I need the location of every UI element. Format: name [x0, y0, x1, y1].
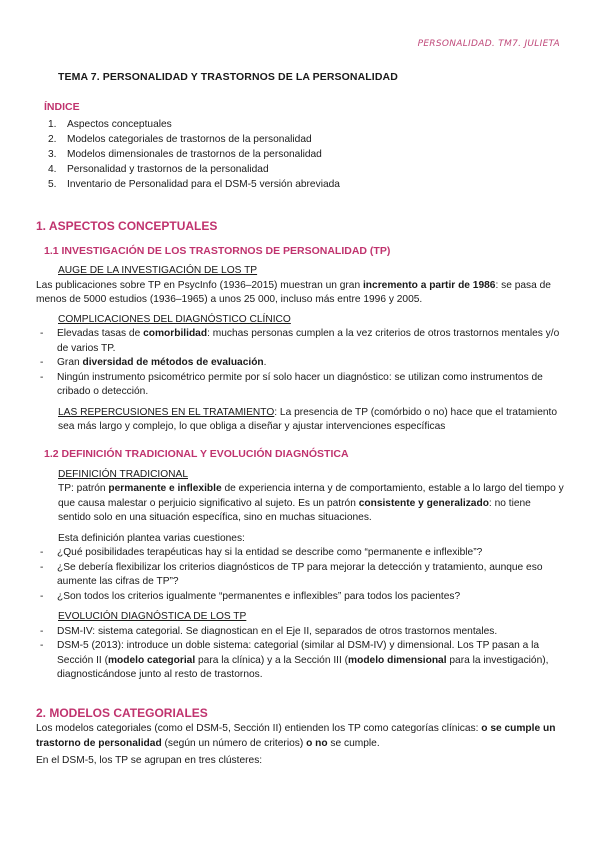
text-run: se cumple.: [327, 737, 380, 749]
index-item-number: 4.: [48, 164, 57, 176]
definition-paragraph: [58, 482, 566, 526]
list-item: [36, 639, 566, 683]
text-run: para la investigación), diagnosticándose junto al resto de trastornos.: [57, 654, 549, 681]
section-2-paragraph: [36, 722, 566, 751]
dash-bullet: -: [40, 328, 44, 340]
emphasis: consistente y generalizado: [358, 497, 489, 509]
list-item: [36, 356, 566, 371]
list-item-text: [57, 327, 566, 356]
list-item-text: [57, 356, 267, 371]
dash-bullet: -: [40, 561, 44, 573]
emphasis: modelo categorial: [107, 654, 196, 666]
definition-subheading: DEFINICIÓN TRADICIONAL: [58, 468, 188, 480]
index-item: [48, 177, 566, 192]
dash-bullet: -: [40, 625, 44, 637]
dash-bullet: -: [40, 547, 44, 559]
index-item: [48, 132, 566, 147]
section-1-1-heading: 1.1 INVESTIGACIÓN DE LOS TRASTORNOS DE PERSONALIDAD (TP): [44, 244, 391, 257]
list-item-text: DSM-IV: sistema categorial. Se diagnostican en el Eje II, separados de otros trastornos mentales.: [57, 625, 498, 637]
list-item-text: [57, 639, 566, 683]
index-item-number: 3.: [48, 149, 57, 161]
emphasis: o no: [306, 737, 328, 749]
questions-intro: Esta definición plantea varias cuestiones:: [58, 532, 245, 544]
list-item: [36, 546, 566, 561]
text-run: : se pasa de menos de 5000 estudios (1936–1965) a unos 25 000, incluso más entre 1996 y 2005.: [36, 279, 551, 306]
emphasis: diversidad de métodos de evaluación: [82, 357, 264, 369]
emphasis: o se cumple un trastorno de personalidad: [36, 723, 556, 749]
index-item-text: Aspectos conceptuales: [67, 119, 172, 131]
emphasis: permanente e inflexible: [108, 483, 222, 495]
dash-bullet: -: [40, 590, 44, 602]
section-2-heading: 2. MODELOS CATEGORIALES: [36, 705, 208, 720]
list-item: [36, 625, 566, 640]
text-run: .: [263, 357, 267, 369]
index-list: [48, 117, 566, 192]
section-1-heading: 1. ASPECTOS CONCEPTUALES: [36, 219, 218, 234]
text-run: : muchas personas cumplen a la vez criterios de otros trastornos mentales y/o de varios TP.: [57, 328, 560, 354]
list-item-text: ¿Se debería flexibilizar los criterios diagnósticos de TP para mejorar la detección y tratamiento, aunque eso aumente las cifras de TP”?: [57, 561, 543, 588]
index-heading: ÍNDICE: [44, 101, 80, 114]
list-item: [36, 371, 566, 400]
index-item-text: Personalidad y trastornos de la personalidad: [67, 164, 269, 176]
evolution-list: [36, 625, 566, 683]
text-run: para la clínica) y a la Sección III (: [195, 654, 349, 666]
index-item-text: Inventario de Personalidad para el DSM-5 versión abreviada: [67, 179, 340, 191]
text-run: Gran: [57, 357, 83, 369]
index-item-text: Modelos categoriales de trastornos de la personalidad: [67, 134, 312, 146]
section-1-2-heading: 1.2 DEFINICIÓN TRADICIONAL Y EVOLUCIÓN DIAGNÓSTICA: [44, 447, 349, 460]
text-run: : no tiene sentido solo en una situación específica, sino en muchas situaciones.: [58, 497, 531, 524]
auge-subheading: AUGE DE LA INVESTIGACIÓN DE LOS TP: [58, 265, 258, 277]
evolution-subheading: EVOLUCIÓN DIAGNÓSTICA DE LOS TP: [58, 611, 247, 623]
repercussions-paragraph: [58, 406, 566, 435]
list-item-text: ¿Qué posibilidades terapéuticas hay si la entidad se describe como “permanente e inflexible”?: [57, 547, 483, 559]
list-item-text: Ningún instrumento psicométrico permite por sí solo hacer un diagnóstico: se utilizan como instrumentos de cribado o detección.: [57, 371, 543, 398]
document-body: [36, 70, 566, 769]
emphasis: incremento a partir de 1986: [362, 279, 496, 291]
text-run: : La presencia de TP (comórbido o no) hace que el tratamiento sea más largo y complejo, lo que obliga a diseñar y ajustar intervenciones específicas: [58, 406, 558, 433]
text-run: (según un número de criterios): [161, 737, 307, 749]
index-item-text: Modelos dimensionales de trastornos de la personalidad: [67, 149, 322, 161]
dash-bullet: -: [40, 640, 44, 652]
index-item: [48, 147, 566, 162]
text-run: Los modelos categoriales (como el DSM-5, Sección II) entienden los TP como categorías clínicas:: [36, 723, 482, 735]
emphasis: comorbilidad: [143, 328, 208, 340]
index-item-number: 2.: [48, 134, 57, 146]
index-item-number: 1.: [48, 119, 57, 131]
emphasis: modelo dimensional: [348, 654, 447, 666]
text-run: TP: patrón: [58, 483, 109, 495]
complications-list: [36, 327, 566, 400]
text-run: Elevadas tasas de: [57, 328, 144, 340]
text-run: Las publicaciones sobre TP en PsycInfo (1936–2015) muestran un gran: [36, 279, 363, 291]
section-2-clusters-intro: En el DSM-5, los TP se agrupan en tres clústeres:: [36, 755, 263, 767]
index-item-number: 5.: [48, 179, 57, 191]
running-header: PERSONALIDAD. TM7. JULIETA: [417, 39, 560, 49]
complications-subheading: COMPLICACIONES DEL DIAGNÓSTICO CLÍNICO: [58, 313, 291, 325]
repercussions-subheading: LAS REPERCUSIONES EN EL TRATAMIENTO: [58, 406, 275, 418]
list-item: [36, 590, 566, 605]
index-item: [48, 117, 566, 132]
questions-list: [36, 546, 566, 604]
dash-bullet: -: [40, 357, 44, 369]
list-item-text: ¿Son todos los criterios igualmente “permanentes e inflexibles” para todos los pacientes?: [57, 590, 461, 602]
list-item: [36, 327, 566, 356]
auge-paragraph: [36, 279, 566, 308]
text-run: de experiencia interna y de comportamiento, estable a lo largo del tiempo y que causa malestar o perjuicio significativo al sujeto. Es un patrón: [58, 483, 564, 509]
dash-bullet: -: [40, 371, 44, 383]
text-run: DSM-5 (2013): introduce un doble sistema: categorial (similar al DSM-IV) y dimensional. Los TP pasan a la Sección II (: [57, 640, 540, 666]
index-item: [48, 162, 566, 177]
document-title: TEMA 7. PERSONALIDAD Y TRASTORNOS DE LA PERSONALIDAD: [58, 71, 398, 83]
list-item: [36, 561, 566, 590]
